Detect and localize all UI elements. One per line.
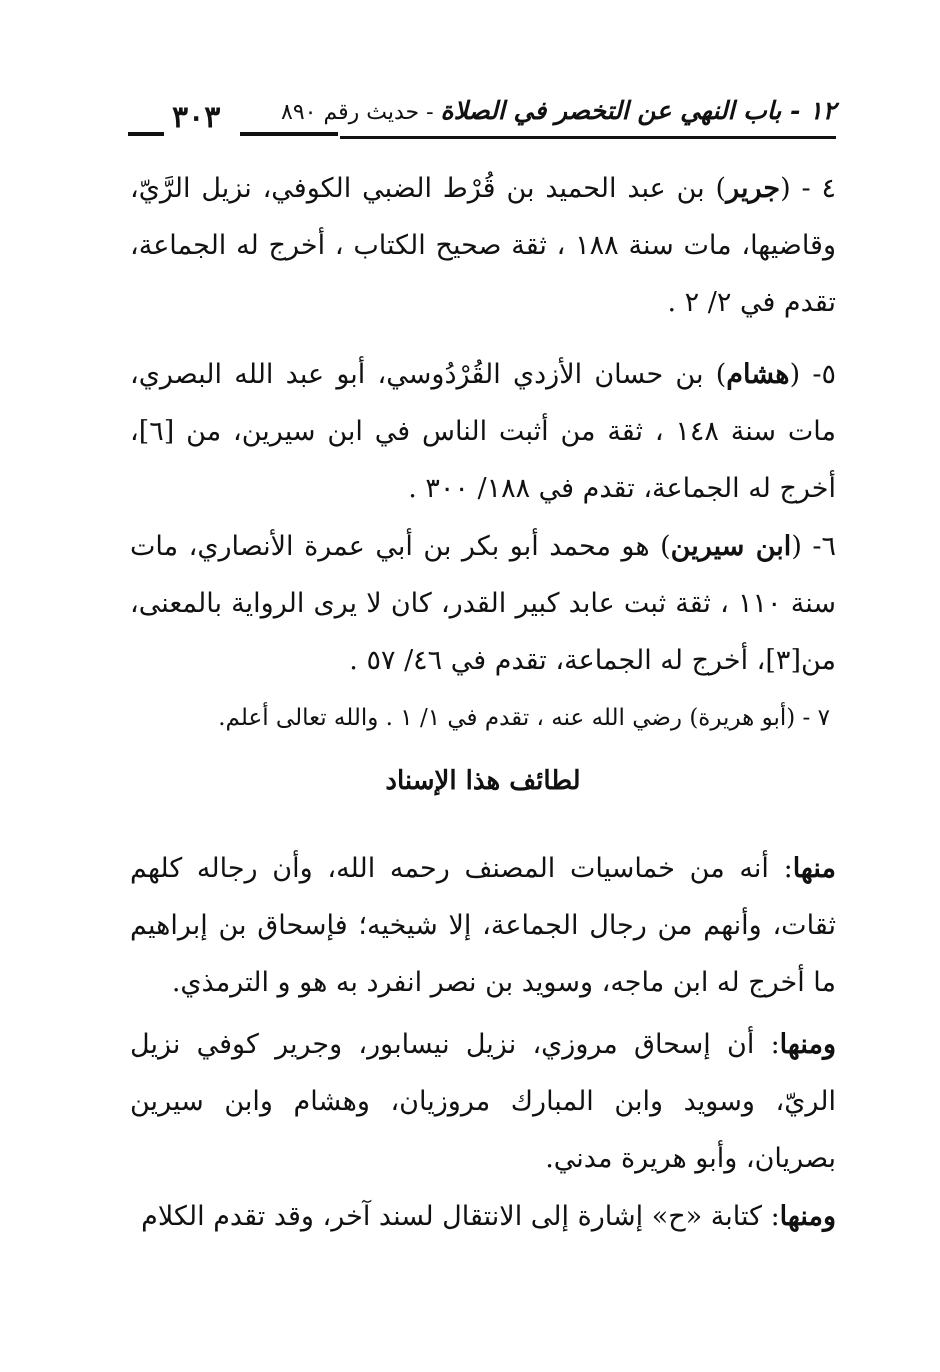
narrator-entry-7 — [130, 692, 830, 744]
header-rule — [340, 136, 836, 139]
page-header — [128, 96, 836, 144]
page-number: ٣٠٣ — [172, 100, 221, 135]
page-number-rule-right — [240, 132, 338, 136]
narrator-number: ٤ - ( — [780, 173, 836, 204]
narrator-name: هشام — [726, 359, 790, 390]
narrator-name: ابن سيرين — [670, 531, 792, 562]
paragraph-text: : أنه من خماسيات المصنف رحمه الله، وأن رجاله كلهم ثقات، وأنهم من رجال الجماعة، إلا شيخيه؛ فإسحاق بن إبراهيم ما أخرج له ابن ماجه، وسويد بن نصر انفرد به هو و الترمذي. — [130, 853, 836, 998]
chapter-title — [281, 96, 836, 125]
narrator-bio: (أبو هريرة) رضي الله عنه ، تقدم في ١/ ١ . والله تعالى أعلم. — [218, 705, 796, 731]
paragraph-text: : كتابة «ح» إشارة إلى الانتقال لسند آخر، وقد تقدم الكلام — [141, 1201, 780, 1232]
narrator-entry-4 — [130, 160, 836, 331]
narrator-bio: بن حسان الأزدي القُرْدُوسي، أبو عبد الله البصري، مات سنة ١٤٨ ، ثقة من أثبت الناس في ابن سيرين، من [٦]، أخرج له الجماعة، تقدم في ١٨٨/ ٣٠٠ . — [130, 359, 836, 504]
paragraph-lead: منها — [792, 853, 836, 884]
narrator-number: ٥- ( — [789, 359, 836, 390]
narrator-number: ٦- ( — [791, 531, 836, 562]
narrator-bracket: ) — [715, 173, 727, 204]
narrator-entry-6 — [130, 518, 836, 689]
section-heading: لطائف هذا الإسناد — [385, 766, 581, 796]
narrator-bracket: ) — [660, 531, 671, 562]
paragraph-text: : أن إسحاق مروزي، نزيل نيسابور، وجرير كوفي نزيل الريّ، وسويد وابن المبارك مروزيان، وهشام وابن سيرين بصريان، وأبو هريرة مدني. — [130, 1029, 836, 1174]
page-number-rule — [128, 132, 164, 136]
paragraph-3 — [130, 1188, 836, 1245]
narrator-entry-5 — [130, 346, 836, 517]
paragraph-2 — [130, 1016, 836, 1187]
narrator-number: ٧ - — [795, 705, 830, 731]
paragraph-lead: ومنها — [779, 1029, 836, 1060]
hadith-reference: - حديث رقم ٨٩٠ — [281, 100, 441, 125]
paragraph-1 — [130, 840, 836, 1011]
narrator-name: جرير — [726, 173, 781, 204]
paragraph-lead: ومنها — [779, 1201, 836, 1232]
narrator-bio: هو محمد أبو بكر بن أبي عمرة الأنصاري، مات سنة ١١٠ ، ثقة ثبت عابد كبير القدر، كان لا يرى الرواية بالمعنى، من[٣]، أخرج له الجماعة، تقدم في ٤٦/ ٥٧ . — [130, 531, 836, 676]
narrator-bracket: ) — [715, 359, 727, 390]
narrator-bio: بن عبد الحميد بن قُرْط الضبي الكوفي، نزيل الرَّيّ، وقاضيها، مات سنة ١٨٨ ، ثقة صحيح الكتاب ، أخرج له الجماعة، تقدم في ٢/ ٢ . — [130, 173, 836, 318]
chapter-title-text: ١٢ - باب النهي عن التخصر في الصلاة — [440, 96, 836, 125]
